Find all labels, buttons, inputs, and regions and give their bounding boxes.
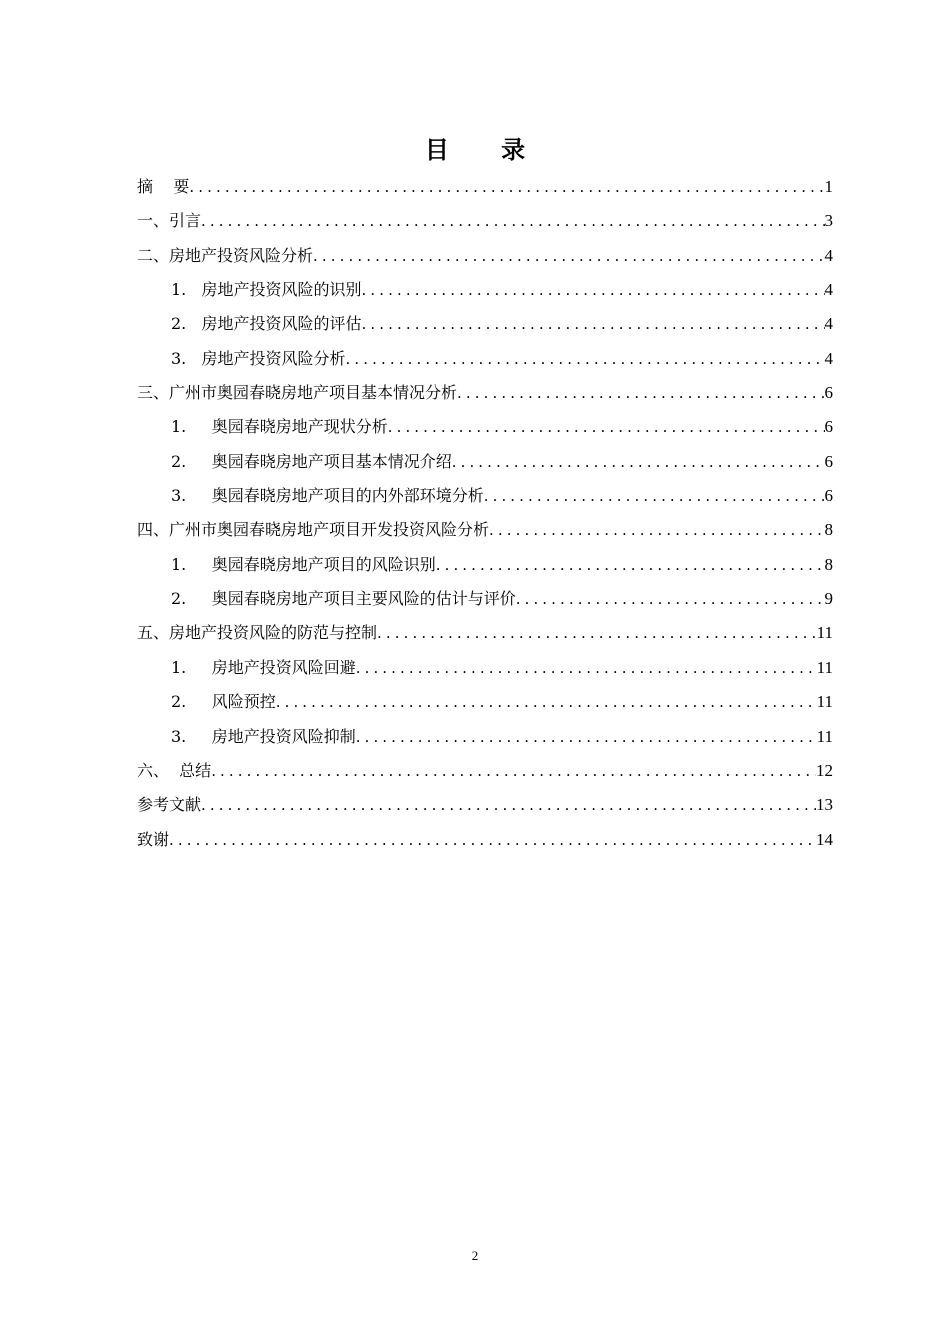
toc-dot-leader: [457, 376, 824, 410]
toc-entry-label: 3. 房地产投资风险分析: [171, 348, 346, 368]
toc-dot-leader: [169, 823, 816, 857]
toc-entry-label: 3. 房地产投资风险抑制: [171, 726, 356, 746]
toc-entry-label: 参考文献: [137, 795, 202, 815]
toc-entry-page-number: 6: [824, 451, 833, 471]
toc-entry-label: 1. 奥园春晓房地产现状分析: [171, 417, 388, 437]
toc-entry[interactable]: [137, 582, 833, 616]
toc-dot-leader: [362, 273, 825, 307]
toc-entry[interactable]: [137, 651, 833, 685]
toc-entry[interactable]: [137, 616, 833, 650]
toc-dot-leader: [201, 204, 824, 238]
toc-entry-page-number: 11: [816, 692, 833, 712]
toc-entry-label: 致谢: [137, 829, 170, 849]
toc-entry[interactable]: [137, 376, 833, 410]
toc-entry-label: 3. 奥园春晓房地产项目的内外部环境分析: [171, 486, 484, 506]
toc-entry-page-number: 6: [824, 417, 833, 437]
toc-entry-page-number: 14: [816, 829, 833, 849]
toc-entry[interactable]: [137, 720, 833, 754]
toc-entry-page-number: 4: [824, 245, 833, 265]
toc-entry-page-number: 4: [824, 280, 833, 300]
toc-entry[interactable]: [137, 445, 833, 479]
toc-entry-page-number: 4: [824, 314, 833, 334]
toc-dot-leader: [452, 445, 825, 479]
toc-entry-page-number: 1: [824, 177, 833, 196]
toc-entry-page-number: 11: [816, 623, 833, 643]
toc-entry-page-number: 11: [816, 657, 833, 677]
toc-entry-page-number: 6: [824, 486, 833, 506]
toc-entry-label: 一、引言: [137, 211, 202, 231]
toc-entry[interactable]: [137, 754, 833, 788]
page-number: 2: [471, 1248, 479, 1263]
toc-entry-page-number: 4: [824, 348, 833, 368]
toc-dot-leader: [362, 307, 825, 341]
toc-entry-label: 2. 房地产投资风险的评估: [171, 314, 362, 334]
toc-entry[interactable]: [137, 685, 833, 719]
toc-entry-page-number: 9: [824, 589, 833, 609]
toc-dot-leader: [211, 754, 816, 788]
toc-entry[interactable]: [137, 548, 833, 582]
toc-entry-page-number: 3: [824, 211, 833, 231]
toc-entry-label: 1. 房地产投资风险回避: [171, 657, 356, 677]
toc-entry-page-number: 12: [816, 760, 833, 780]
toc-entry-page-number: 13: [816, 795, 833, 815]
toc-dot-leader: [489, 513, 824, 547]
toc-entry[interactable]: [137, 342, 833, 376]
table-of-contents: [137, 170, 833, 857]
toc-dot-leader: [276, 685, 817, 719]
toc-entry-label: 摘 要: [137, 177, 190, 196]
toc-entry-label: 三、广州市奥园春晓房地产项目基本情况分析: [137, 383, 458, 403]
toc-dot-leader: [377, 616, 817, 650]
toc-entry-page-number: 8: [824, 554, 833, 574]
toc-entry-label: 2. 奥园春晓房地产项目基本情况介绍: [171, 451, 452, 471]
toc-entry[interactable]: [137, 788, 833, 822]
toc-entry-page-number: 11: [816, 726, 833, 746]
toc-entry-label: 五、房地产投资风险的防范与控制: [137, 623, 378, 643]
toc-entry[interactable]: [137, 307, 833, 341]
toc-entry[interactable]: [137, 823, 833, 857]
toc-entry-label: 2. 奥园春晓房地产项目主要风险的估计与评价: [171, 589, 516, 609]
toc-entry-label: 六、 总结: [137, 760, 212, 780]
toc-entry-label: 1. 奥园春晓房地产项目的风险识别: [171, 554, 436, 574]
toc-dot-leader: [189, 170, 824, 204]
page-title: 目 录: [424, 136, 548, 164]
toc-entry-label: 四、广州市奥园春晓房地产项目开发投资风险分析: [137, 520, 490, 540]
toc-dot-leader: [346, 342, 825, 376]
toc-entry-label: 2. 风险预控: [171, 692, 276, 712]
toc-dot-leader: [356, 720, 817, 754]
toc-entry[interactable]: [137, 410, 833, 444]
toc-dot-leader: [388, 410, 825, 444]
toc-dot-leader: [201, 788, 816, 822]
toc-dot-leader: [516, 582, 825, 616]
toc-entry[interactable]: [137, 239, 833, 273]
toc-entry-label: 二、房地产投资风险分析: [137, 245, 314, 265]
toc-entry[interactable]: [137, 513, 833, 547]
toc-entry[interactable]: [137, 273, 833, 307]
toc-dot-leader: [436, 548, 825, 582]
toc-entry-page-number: 8: [824, 520, 833, 540]
toc-dot-leader: [313, 239, 824, 273]
toc-entry[interactable]: [137, 479, 833, 513]
toc-entry-page-number: 6: [824, 383, 833, 403]
toc-dot-leader: [484, 479, 825, 513]
toc-dot-leader: [356, 651, 817, 685]
toc-entry[interactable]: [137, 170, 833, 204]
toc-entry[interactable]: [137, 204, 833, 238]
toc-entry-label: 1. 房地产投资风险的识别: [171, 280, 362, 300]
